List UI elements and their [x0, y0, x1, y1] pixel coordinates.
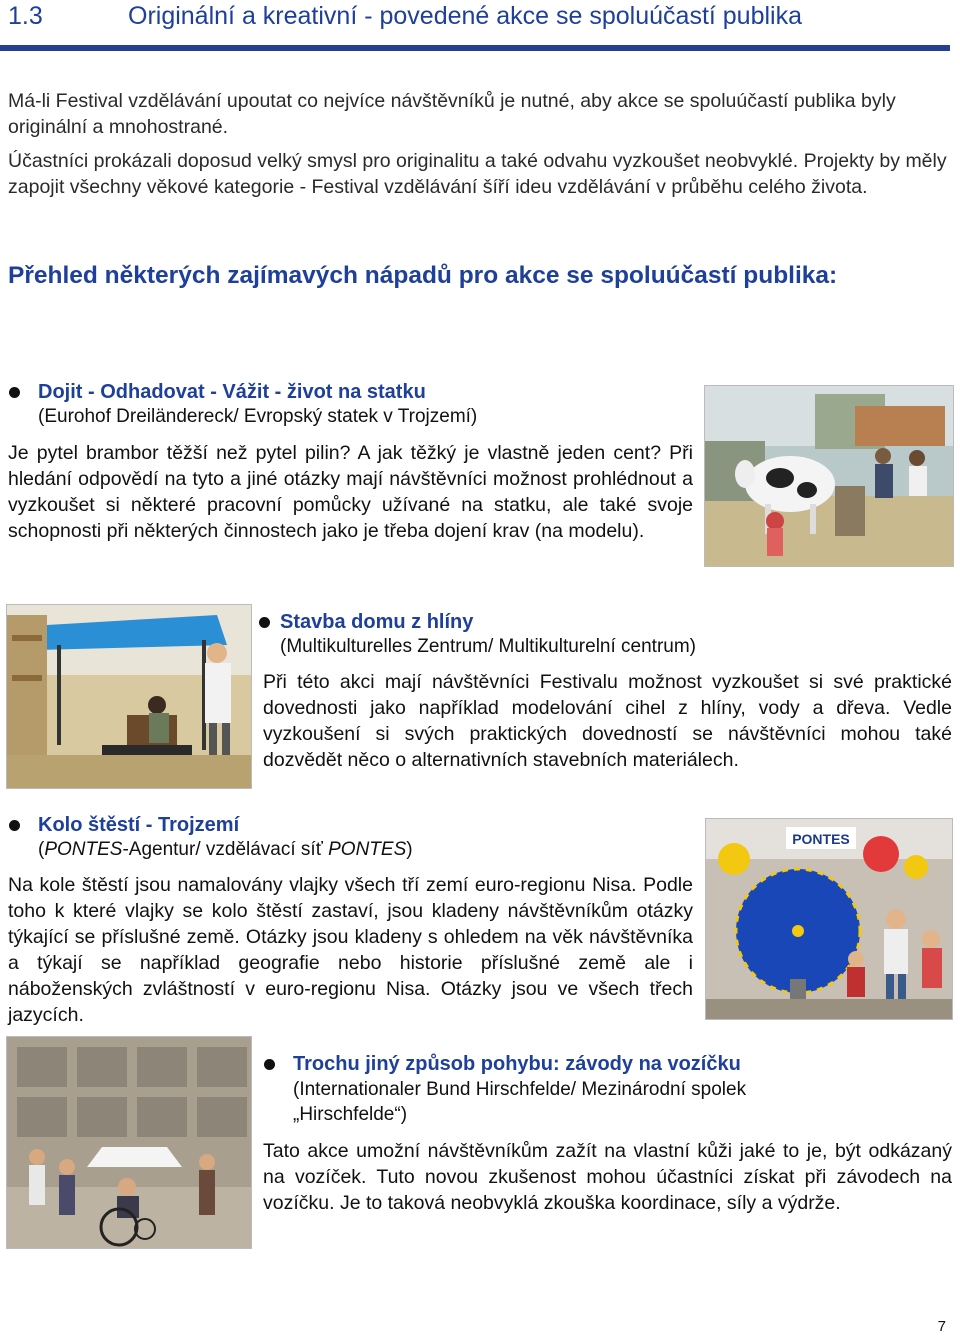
photo-wheelchair-race — [6, 1036, 252, 1249]
item-text-clay-house: Při této akci mají návštěvníci Festivalu možnost vyzkoušet si své praktické dovednosti jako například modelování cihel z hlíny, vody a dřeva. Vedle vyzkoušení si svých praktických dovedností se návštěvníci mohou také dozvědět něco o alternativních stavebních materiálech. — [263, 671, 952, 771]
intro-paragraph-1: Má-li Festival vzdělávání upoutat co nejvíce návštěvníků je nutné, aby akce se spoluúčastí publika byly originální a mnohostrané. — [8, 90, 896, 138]
bullet-icon — [9, 387, 20, 398]
item-organizer-wheelchair-line2: „Hirschfelde“) — [293, 1104, 408, 1125]
item-organizer-clay-house: (Multikulturelles Zentrum/ Multikulturelní centrum) — [280, 636, 697, 657]
bullet-icon — [9, 820, 20, 831]
item-title-wheel: Kolo štěstí - Trojzemí — [38, 814, 240, 836]
item-title-clay-house: Stavba domu z hlíny — [280, 611, 474, 633]
photo-clay-house — [6, 604, 252, 789]
item-text-wheel: Na kole štěstí jsou namalovány vlajky všech tří zemí euro-regionu Nisa. Podle toho k které vlajky se kolo štěstí zastaví, jsou kladeny návštěvníkům otázky týkající se příslušné země. Otázky jsou kladeny s ohledem na věk návštěvníka a týkají se například geografie nebo historie příslušné země ale i náboženských zvláštností v euro-regionu Nisa. Otázky jsou ve všech třech jazycích. — [8, 874, 693, 1026]
item-title-farm: Dojit - Odhadovat - Vážit - život na statku — [38, 381, 426, 403]
item-text-wheelchair: Tato akce umožní návštěvníkům zažít na vlastní kůži jaké to je, být odkázaný na vozíček. Tuto novou zkušenost mohou účastníci získat při závodech na vozíčku. Je to taková neobvyklá zkouška koordinace, síly a výdrže. — [263, 1140, 952, 1214]
item-title-wheelchair: Trochu jiný způsob pohybu: závody na vozíčku — [293, 1053, 741, 1075]
item-organizer-wheelchair-line1: (Internationaler Bund Hirschfelde/ Mezinárodní spolek — [293, 1079, 747, 1100]
item-organizer-farm: (Eurohof Dreiländereck/ Evropský statek v Trojzemí) — [38, 406, 478, 427]
overview-heading: Přehled některých zajímavých nápadů pro akce se spoluúčastí publika: — [8, 262, 838, 289]
item-organizer-wheel: (PONTES-Agentur/ vzdělávací síť PONTES) — [38, 839, 413, 860]
bullet-icon — [264, 1059, 275, 1070]
header-rule — [0, 45, 950, 51]
photo-wheel-of-fortune — [705, 818, 953, 1020]
section-number: 1.3 — [8, 2, 43, 30]
photo-farm-cow — [704, 385, 954, 567]
wheel-sign-text: PONTES — [792, 831, 850, 847]
intro-paragraph-2: Účastníci prokázali doposud velký smysl pro originalitu a také odvahu vyzkoušet neobvyklé. Projekty by měly zapojit všechny věkové kategorie - Festival vzdělávání šíří ideu vzdělávání v průběhu celého života. — [8, 150, 947, 198]
item-text-farm: Je pytel brambor těžší než pytel pilin? A jak těžký je vlastně jeden cent? Při hledání odpovědí na tyto a jiné otázky mají návštěvníci možnost prohlédnout a vyzkoušet si některé pracovní pomůcky užívané na statku, ale také svoje schopnosti při některých činnostech jako je třeba dojení krav (na modelu). — [8, 442, 693, 542]
page-number: 7 — [937, 1318, 946, 1335]
page-title: Originální a kreativní - povedené akce se spoluúčastí publika — [128, 2, 802, 30]
bullet-icon — [259, 617, 270, 628]
